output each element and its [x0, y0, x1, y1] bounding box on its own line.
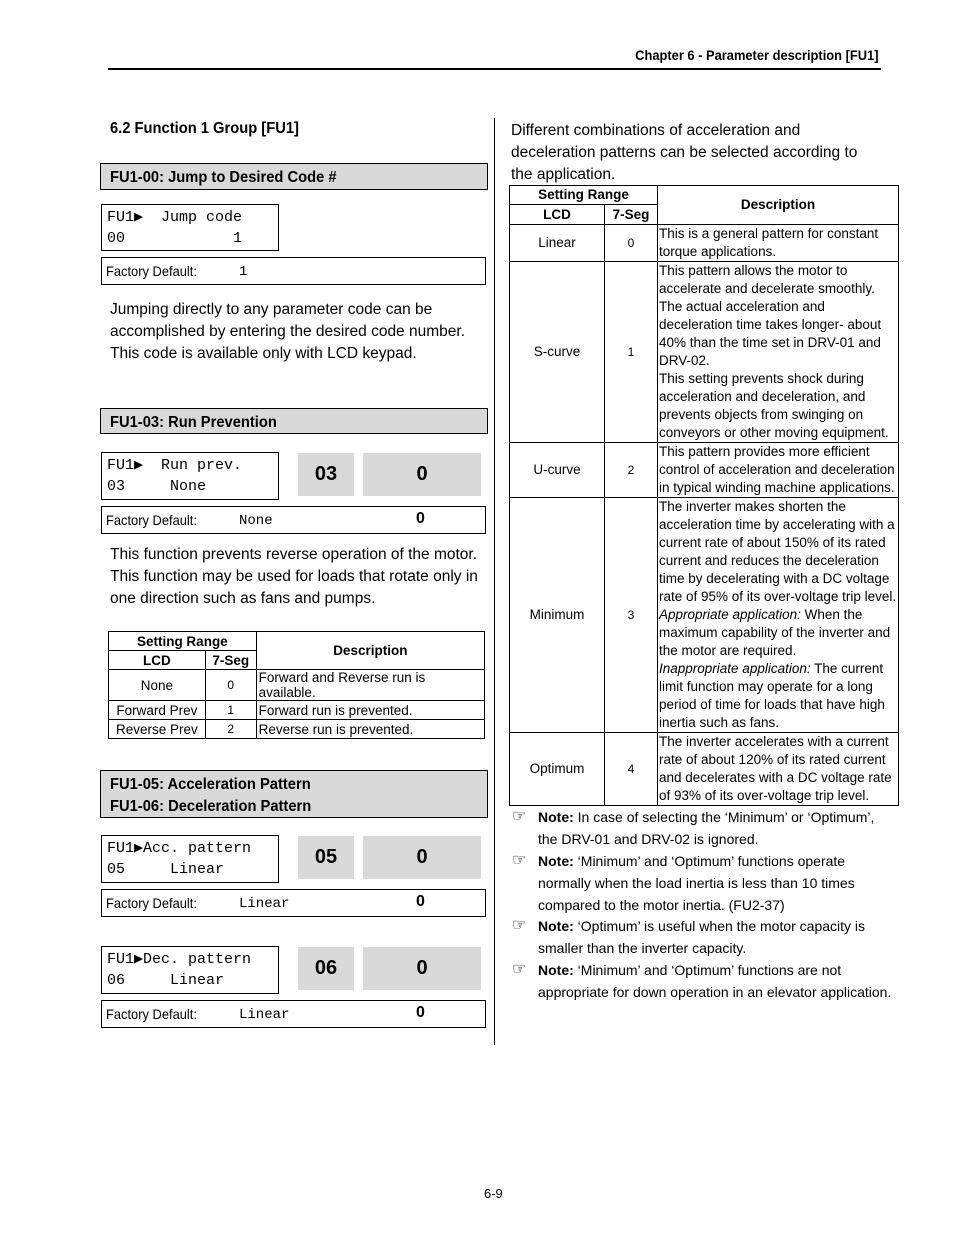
fu103-lcd-display [101, 452, 279, 500]
chapter-title: Chapter 6 - Parameter description [FU1] [635, 47, 879, 63]
cell-seg: 4 [605, 733, 658, 806]
cell-seg: 1 [205, 701, 256, 720]
fu105-lcd-display [101, 835, 279, 883]
fu106-lcd-display [101, 946, 279, 994]
fu105-title-bar [100, 770, 488, 818]
cell-lcd: Optimum [510, 733, 605, 806]
fu106-factory-default [101, 1000, 486, 1028]
lcd-line-2: 00 1 [107, 230, 243, 247]
fu100-description: Jumping directly to any parameter code can be accomplished by entering the desired code number. This code is available only with LCD keypad. [110, 301, 465, 362]
pointing-hand-icon: ☞ [512, 917, 527, 934]
fu100-title: FU1-00: Jump to Desired Code # [110, 169, 337, 186]
lcd-line-1: FU1▶Dec. pattern [107, 951, 252, 968]
page-header [108, 46, 881, 70]
cell-lcd: S-curve [510, 262, 605, 443]
th-7seg: 7-Seg [605, 205, 658, 225]
fu103-description: This function prevents reverse operation of the motor. This function may be used for loads that rotate only in one direction such as fans and pumps. [110, 546, 478, 607]
fu103-title: FU1-03: Run Prevention [110, 414, 277, 431]
note-label: Note: [538, 918, 574, 934]
cell-lcd: Forward Prev [109, 701, 206, 720]
fu106-seg-code: 06 [298, 947, 354, 990]
fu103-seg-value: 0 [363, 453, 481, 496]
desc-inappropriate [659, 660, 898, 732]
appropriate-text: When the maximum capability of the inverter and the motor are required. [659, 607, 891, 658]
th-description: Description [658, 186, 899, 225]
fu103-seg-code: 03 [298, 453, 354, 496]
table-row [109, 670, 485, 701]
pointing-hand-icon: ☞ [512, 808, 527, 825]
note-text: ‘Minimum’ and ‘Optimum’ functions operate normally when the load inertia is less than 10 times compared to the motor inertia. (FU2-37) [538, 853, 855, 913]
cell-desc: The inverter accelerates with a current rate of about 120% of its rated current and decelerates with a DC voltage rate of 93% of its over-voltage trip level. [658, 733, 899, 806]
table-row [510, 498, 899, 733]
cell-seg: 3 [605, 498, 658, 733]
th-description: Description [256, 632, 484, 670]
fu103-title-bar [100, 408, 488, 434]
cell-desc: This pattern provides more efficient control of acceleration and deceleration in typical winding machine applications. [658, 443, 899, 498]
desc-appropriate [659, 606, 898, 660]
cell-desc: Forward and Reverse run is available. [256, 670, 484, 701]
desc-text: This pattern allows the motor to accelerate and decelerate smoothly. The actual acceleration and deceleration time takes longer- about 40% than the time set in DRV-01 and DRV-02. [659, 263, 882, 368]
th-setting-range: Setting Range [510, 186, 658, 205]
cell-desc: Forward run is prevented. [256, 701, 484, 720]
fu105-factory-default [101, 889, 486, 917]
fu106-seg-value: 0 [363, 947, 481, 990]
note-text: In case of selecting the ‘Minimum’ or ‘Optimum’, the DRV-01 and DRV-02 is ignored. [538, 809, 875, 847]
fu106-title: FU1-06: Deceleration Pattern [110, 798, 312, 815]
note-2 [512, 850, 892, 916]
note-label: Note: [538, 853, 574, 869]
note-label: Note: [538, 962, 574, 978]
fu100-title-bar [100, 163, 488, 190]
desc-text: The inverter makes shorten the acceleration time by accelerating with a current rate of about 150% of its rated current and reduces the deceleration time by decelerating with a DC voltage rate of 95% of its over-voltage trip level. [659, 499, 897, 604]
cell-desc [658, 498, 899, 733]
cell-seg: 2 [605, 443, 658, 498]
appropriate-label: Appropriate application: [659, 607, 801, 622]
lcd-line-2: 03 None [107, 478, 207, 495]
note-3 [512, 915, 892, 959]
factory-default-value: Linear [239, 1007, 290, 1023]
table-row [510, 733, 899, 806]
lcd-line-2: 06 Linear [107, 972, 225, 989]
inappropriate-text: The current limit function may operate for a long period of time for loads that have high inertia such as fans. [659, 661, 885, 730]
note-label: Note: [538, 809, 574, 825]
fu100-factory-default [101, 257, 486, 285]
pointing-hand-icon: ☞ [512, 961, 527, 978]
page-number: 6-9 [484, 1186, 503, 1201]
cell-desc: This is a general pattern for constant torque applications. [658, 225, 899, 262]
table-row [510, 262, 899, 443]
note-text: ‘Optimum’ is useful when the motor capacity is smaller than the inverter capacity. [538, 918, 866, 956]
inappropriate-label: Inappropriate application: [659, 661, 811, 676]
note-1 [512, 806, 892, 850]
factory-default-value: Linear [239, 896, 290, 912]
fu105-title: FU1-05: Acceleration Pattern [110, 776, 311, 793]
fu105-seg-code: 05 [298, 836, 354, 879]
pattern-setting-table [509, 185, 899, 806]
factory-default-label: Factory Default: [106, 1006, 197, 1022]
fu103-setting-table [108, 631, 485, 739]
lcd-line-1: FU1▶ Run prev. [107, 457, 243, 474]
pointing-hand-icon: ☞ [512, 852, 527, 869]
cell-lcd: Minimum [510, 498, 605, 733]
cell-lcd: Linear [510, 225, 605, 262]
cell-desc: Reverse run is prevented. [256, 720, 484, 739]
cell-seg: 2 [205, 720, 256, 739]
note-4 [512, 959, 892, 1003]
table-row [109, 701, 485, 720]
desc-text-2: This setting prevents shock during acceleration and deceleration, and prevents objects from swinging on conveyors or other moving equipment. [659, 371, 889, 440]
table-row [510, 443, 899, 498]
lcd-line-2: 05 Linear [107, 861, 225, 878]
cell-seg: 0 [205, 670, 256, 701]
table-row [510, 225, 899, 262]
fu103-factory-default [101, 506, 486, 534]
th-lcd: LCD [510, 205, 605, 225]
fu105-seg-value: 0 [363, 836, 481, 879]
cell-lcd: Reverse Prev [109, 720, 206, 739]
column-divider [494, 118, 495, 1045]
th-setting-range: Setting Range [109, 632, 257, 651]
note-text: ‘Minimum’ and ‘Optimum’ functions are not appropriate for down operation in an elevator application. [538, 962, 892, 1000]
factory-default-label: Factory Default: [106, 263, 197, 279]
cell-desc [658, 262, 899, 443]
th-7seg: 7-Seg [205, 651, 256, 670]
table-row [109, 720, 485, 739]
lcd-line-1: FU1▶Acc. pattern [107, 840, 252, 857]
cell-lcd: U-curve [510, 443, 605, 498]
factory-default-seg: 0 [416, 893, 425, 910]
section-title: 6.2 Function 1 Group [FU1] [110, 120, 299, 137]
lcd-line-1: FU1▶ Jump code [107, 209, 243, 226]
fu100-lcd-display [101, 204, 279, 251]
cell-seg: 0 [605, 225, 658, 262]
right-intro: Different combinations of acceleration and deceleration patterns can be selected according to the application. [511, 122, 858, 183]
th-lcd: LCD [109, 651, 206, 670]
factory-default-value: 1 [239, 264, 248, 280]
factory-default-seg: 0 [416, 510, 425, 527]
factory-default-label: Factory Default: [106, 895, 197, 911]
factory-default-seg: 0 [416, 1004, 425, 1021]
cell-lcd: None [109, 670, 206, 701]
cell-seg: 1 [605, 262, 658, 443]
factory-default-value: None [239, 513, 273, 529]
factory-default-label: Factory Default: [106, 512, 197, 528]
